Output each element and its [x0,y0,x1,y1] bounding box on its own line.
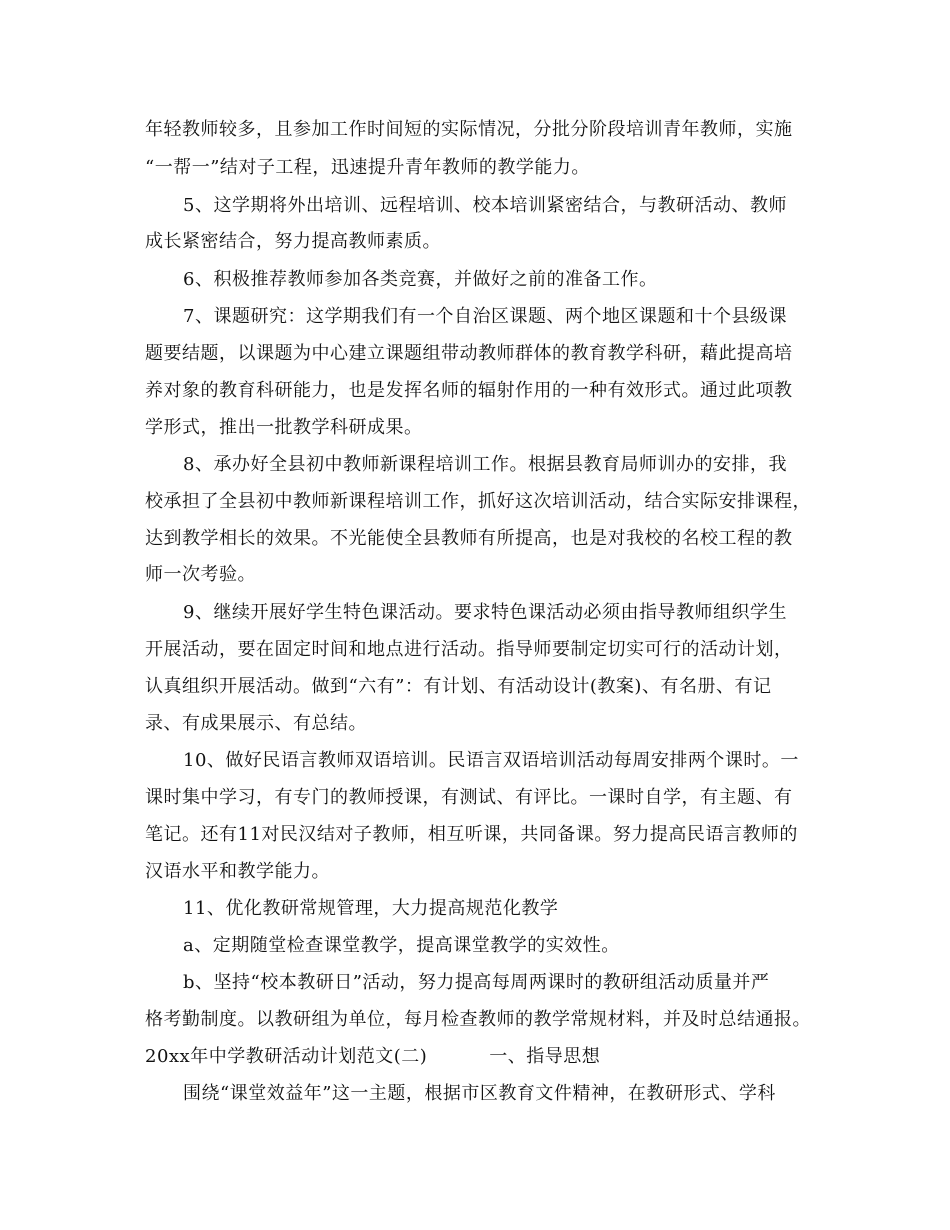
section-title: 20xx年中学教研活动计划范文(二) [145,1046,428,1067]
paragraph-11: 11、优化教研常规管理，大力提高规范化教学 [183,898,559,919]
intro-paragraph-line-1: 围绕“课堂效益年”这一主题，根据市区教育文件精神，在教研形式、学科 [183,1083,776,1104]
paragraph-8-line-1: 8、承办好全县初中教师新课程培训工作。根据县教育局师训办的安排，我 [183,454,787,475]
paragraph-9-line-1: 9、继续开展好学生特色课活动。要求特色课活动必须由指导教师组织学生 [183,602,787,623]
text-line: 校承担了全县初中教师新课程培训工作，抓好这次培训活动，结合实际安排课程， [145,491,811,512]
text-line: 师一次考验。 [145,564,256,585]
text-line: 成长紧密结合，努力提高教师素质。 [145,231,441,252]
item-a: a、定期随堂检查课堂教学，提高课堂教学的实效性。 [183,935,620,956]
text-line: 学形式，推出一批教学科研成果。 [145,417,423,438]
text-line: 年轻教师较多，且参加工作时间短的实际情况，分批分阶段培训青年教师，实施 [145,119,793,140]
text-line: 达到教学相长的效果。不光能使全县教师有所提高，也是对我校的名校工程的教 [145,528,793,549]
text-line: 汉语水平和教学能力。 [145,861,330,882]
paragraph-5-line-1: 5、这学期将外出培训、远程培训、校本培训紧密结合，与教研活动、教师 [183,195,787,216]
paragraph-6: 6、积极推荐教师参加各类竞赛，并做好之前的准备工作。 [183,269,658,290]
paragraph-10-line-1: 10、做好民语言教师双语培训。民语言双语培训活动每周安排两个课时。一 [183,750,799,771]
text-line: 题要结题，以课题为中心建立课题组带动教师群体的教育教学科研，藉此提高培 [145,343,793,364]
item-b-line-1: b、坚持“校本教研日”活动，努力提高每周两课时的教研组活动质量并严 [183,972,770,993]
text-line: 开展活动，要在固定时间和地点进行活动。指导师要制定切实可行的活动计划， [145,639,793,660]
section-heading: 一、指导思想 [489,1046,601,1067]
text-line: “一帮一”结对子工程，迅速提升青年教师的教学能力。 [145,157,590,178]
text-line: 格考勤制度。以教研组为单位，每月检查教师的教学常规材料，并及时总结通报。 [145,1009,811,1030]
section-heading-line [145,1045,825,1069]
text-line: 笔记。还有11对民汉结对子教师，相互听课，共同备课。努力提高民语言教师的 [145,824,798,845]
paragraph-7-line-1: 7、课题研究：这学期我们有一个自治区课题、两个地区课题和十个县级课 [183,306,787,327]
text-line: 录、有成果展示、有总结。 [145,713,367,734]
text-line: 认真组织开展活动。做到“六有”：有计划、有活动设计(教案)、有名册、有记 [145,676,772,697]
text-line: 养对象的教育科研能力，也是发挥名师的辐射作用的一种有效形式。通过此项教 [145,380,793,401]
text-line: 课时集中学习，有专门的教师授课，有测试、有评比。一课时自学，有主题、有 [145,787,793,808]
